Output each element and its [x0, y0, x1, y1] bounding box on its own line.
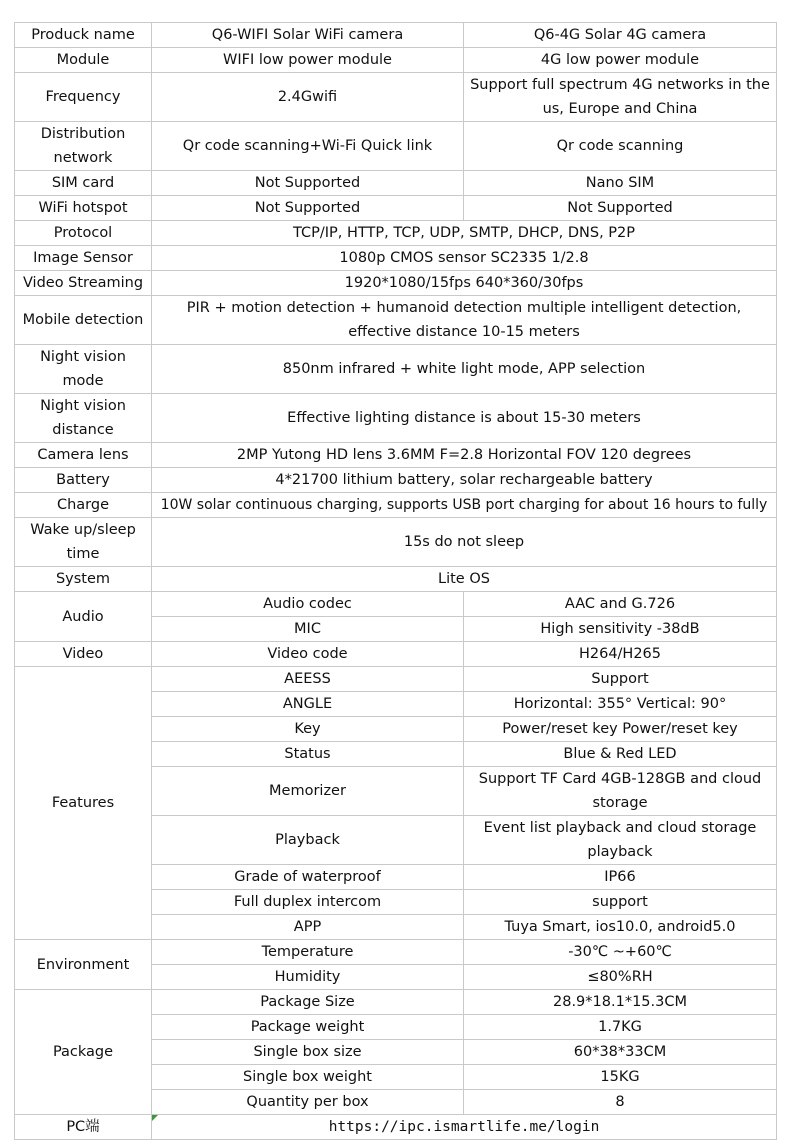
table-row — [15, 443, 777, 468]
wifi-value: Not Supported — [152, 196, 464, 221]
table-row — [15, 642, 777, 667]
row-label: Produck name — [15, 23, 152, 48]
wifi-model-header: Q6-WIFI Solar WiFi camera — [152, 23, 464, 48]
sub-value: ≤80%RH — [464, 965, 777, 990]
group-label-environment: Environment — [15, 940, 152, 990]
row-label: Image Sensor — [15, 246, 152, 271]
sub-value: Support TF Card 4GB-128GB and cloud storage — [464, 767, 777, 816]
table-row — [15, 990, 777, 1015]
sub-label: Memorizer — [152, 767, 464, 816]
sub-value: H264/H265 — [464, 642, 777, 667]
sub-label: Video code — [152, 642, 464, 667]
row-label: Night vision distance — [15, 394, 152, 443]
sub-value: Blue & Red LED — [464, 742, 777, 767]
shared-value: PIR + motion detection + humanoid detection multiple intelligent detection, effective distance 10-15 meters — [152, 296, 777, 345]
sub-label: Humidity — [152, 965, 464, 990]
sub-label: Status — [152, 742, 464, 767]
sub-value: Power/reset key Power/reset key — [464, 717, 777, 742]
sub-value: -30℃ ~+60℃ — [464, 940, 777, 965]
row-label: Mobile detection — [15, 296, 152, 345]
shared-value: TCP/IP, HTTP, TCP, UDP, SMTP, DHCP, DNS, P2P — [152, 221, 777, 246]
row-label: Distribution network — [15, 122, 152, 171]
g4-value: Not Supported — [464, 196, 777, 221]
shared-value: 1080p CMOS sensor SC2335 1/2.8 — [152, 246, 777, 271]
group-label-features: Features — [15, 667, 152, 940]
sub-label: Full duplex intercom — [152, 890, 464, 915]
sub-label: Package Size — [152, 990, 464, 1015]
spec-table — [14, 22, 777, 1140]
sub-value: 60*38*33CM — [464, 1040, 777, 1065]
table-row — [15, 122, 777, 171]
table-row — [15, 48, 777, 73]
sub-value: 28.9*18.1*15.3CM — [464, 990, 777, 1015]
pc-url-link[interactable]: https://ipc.ismartlife.me/login — [328, 1119, 600, 1135]
row-label: Frequency — [15, 73, 152, 122]
row-label: WiFi hotspot — [15, 196, 152, 221]
shared-value: 15s do not sleep — [152, 518, 777, 567]
sub-label: Key — [152, 717, 464, 742]
wifi-value: WIFI low power module — [152, 48, 464, 73]
g4-value: Qr code scanning — [464, 122, 777, 171]
sub-value: support — [464, 890, 777, 915]
sub-label: Quantity per box — [152, 1090, 464, 1115]
shared-value: 4*21700 lithium battery, solar rechargeable battery — [152, 468, 777, 493]
sub-label: Grade of waterproof — [152, 865, 464, 890]
sub-label: Package weight — [152, 1015, 464, 1040]
g4-model-header: Q6-4G Solar 4G camera — [464, 23, 777, 48]
sub-label: AEESS — [152, 667, 464, 692]
wifi-value: Qr code scanning+Wi-Fi Quick link — [152, 122, 464, 171]
shared-value: 1920*1080/15fps 640*360/30fps — [152, 271, 777, 296]
row-label: Module — [15, 48, 152, 73]
sub-label: ANGLE — [152, 692, 464, 717]
shared-value: 10W solar continuous charging, supports USB port charging for about 16 hours to fully — [152, 493, 777, 518]
table-row — [15, 73, 777, 122]
table-row — [15, 221, 777, 246]
table-row — [15, 468, 777, 493]
sub-label: Single box weight — [152, 1065, 464, 1090]
table-row — [15, 171, 777, 196]
sub-value: 15KG — [464, 1065, 777, 1090]
table-row — [15, 271, 777, 296]
sub-value: 1.7KG — [464, 1015, 777, 1040]
group-label-audio: Audio — [15, 592, 152, 642]
cell-corner-mark — [152, 1115, 158, 1121]
g4-value: Nano SIM — [464, 171, 777, 196]
g4-value: Support full spectrum 4G networks in the us, Europe and China — [464, 73, 777, 122]
sub-value: High sensitivity -38dB — [464, 617, 777, 642]
sub-value: Horizontal: 355° Vertical: 90° — [464, 692, 777, 717]
table-row — [15, 592, 777, 617]
table-row — [15, 23, 777, 48]
table-row — [15, 1115, 777, 1140]
sub-value: Event list playback and cloud storage playback — [464, 816, 777, 865]
row-label: Camera lens — [15, 443, 152, 468]
table-row — [15, 493, 777, 518]
group-label-package: Package — [15, 990, 152, 1115]
sub-label: Single box size — [152, 1040, 464, 1065]
pc-label: PC端 — [15, 1115, 152, 1140]
shared-value: Effective lighting distance is about 15-30 meters — [152, 394, 777, 443]
table-row — [15, 518, 777, 567]
table-row — [15, 345, 777, 394]
sub-value: IP66 — [464, 865, 777, 890]
g4-value: 4G low power module — [464, 48, 777, 73]
wifi-value: Not Supported — [152, 171, 464, 196]
sub-value: 8 — [464, 1090, 777, 1115]
shared-value: 850nm infrared + white light mode, APP selection — [152, 345, 777, 394]
row-label: Protocol — [15, 221, 152, 246]
shared-value: 2MP Yutong HD lens 3.6MM F=2.8 Horizontal FOV 120 degrees — [152, 443, 777, 468]
group-label-video: Video — [15, 642, 152, 667]
pc-url-cell — [152, 1115, 777, 1140]
row-label: Video Streaming — [15, 271, 152, 296]
table-row — [15, 196, 777, 221]
sub-label: Temperature — [152, 940, 464, 965]
row-label: SIM card — [15, 171, 152, 196]
row-label: Charge — [15, 493, 152, 518]
row-label: Battery — [15, 468, 152, 493]
shared-value: Lite OS — [152, 567, 777, 592]
sub-value: Support — [464, 667, 777, 692]
sub-label: Playback — [152, 816, 464, 865]
sub-label: APP — [152, 915, 464, 940]
wifi-value: 2.4Gwifi — [152, 73, 464, 122]
table-row — [15, 567, 777, 592]
sub-label: MIC — [152, 617, 464, 642]
table-row — [15, 667, 777, 692]
row-label: Wake up/sleep time — [15, 518, 152, 567]
sub-label: Audio codec — [152, 592, 464, 617]
table-row — [15, 246, 777, 271]
table-row — [15, 296, 777, 345]
sub-value: Tuya Smart, ios10.0, android5.0 — [464, 915, 777, 940]
row-label: System — [15, 567, 152, 592]
table-row — [15, 394, 777, 443]
row-label: Night vision mode — [15, 345, 152, 394]
sub-value: AAC and G.726 — [464, 592, 777, 617]
table-row — [15, 940, 777, 965]
